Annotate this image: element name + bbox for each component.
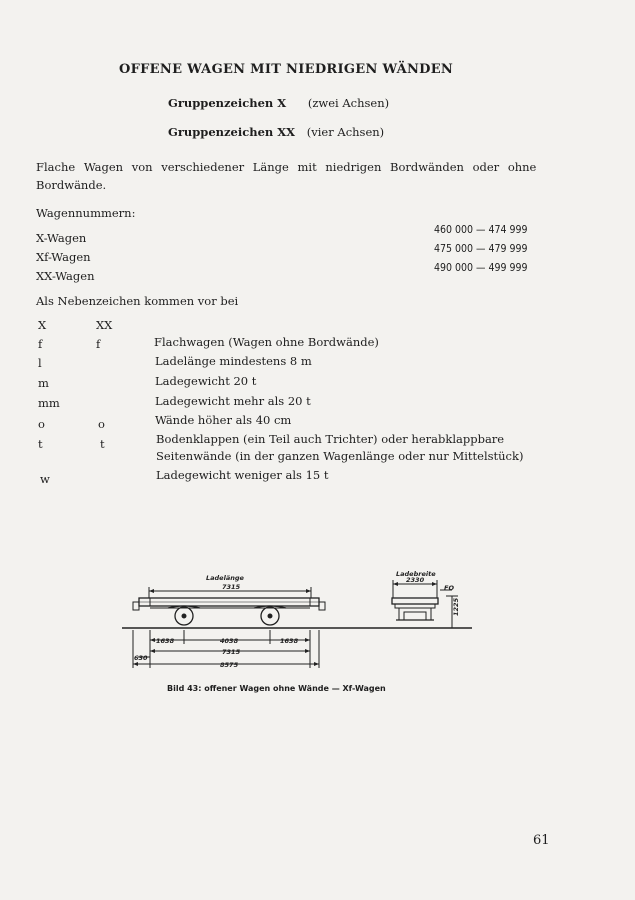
dim-e: 8575 bbox=[220, 661, 239, 669]
aux-desc-mm: Ladegewicht mehr als 20 t bbox=[155, 394, 311, 408]
dim-d: 7315 bbox=[222, 648, 241, 656]
aux-desc-t: Bodenklappen (ein Teil auch Trichter) oder herabklappbare bbox=[156, 432, 505, 446]
number-type-xx: XX-Wagen bbox=[36, 269, 95, 283]
dim-ladebreite: 2330 bbox=[406, 576, 425, 584]
aux-desc-w: Ladegewicht weniger als 15 t bbox=[156, 468, 329, 482]
dim-b: 4038 bbox=[220, 637, 239, 645]
dim-ladelaenge-label: Ladelänge bbox=[206, 574, 244, 582]
dim-height: 1225 bbox=[452, 597, 460, 616]
dim-a: 1638 bbox=[156, 637, 175, 645]
number-range-xx: 490 000 — 499 999 bbox=[434, 262, 528, 274]
aux-desc-f: Flachwagen (Wagen ohne Bordwände) bbox=[154, 335, 379, 349]
aux-xx-t: t bbox=[100, 437, 105, 451]
aux-xx-o: o bbox=[98, 417, 105, 431]
number-range-x: 460 000 — 474 999 bbox=[434, 224, 528, 236]
dim-ladelaenge: 7315 bbox=[222, 583, 241, 591]
number-type-x: X-Wagen bbox=[36, 231, 87, 245]
aux-x-t: t bbox=[38, 437, 43, 451]
dim-c: 1638 bbox=[280, 637, 299, 645]
aux-x-m: m bbox=[38, 376, 49, 390]
aux-x-l: l bbox=[38, 356, 42, 370]
aux-desc-o: Wände höher als 40 cm bbox=[155, 413, 292, 427]
dim-fo: FO bbox=[444, 584, 454, 592]
aux-heading: Als Nebenzeichen kommen vor bei bbox=[36, 294, 239, 308]
aux-header-xx: XX bbox=[96, 318, 113, 332]
aux-xx-f: f bbox=[96, 337, 101, 351]
numbers-heading: Wagennummern: bbox=[36, 206, 136, 220]
aux-x-w: w bbox=[40, 472, 50, 486]
number-type-xf: Xf-Wagen bbox=[36, 250, 91, 264]
intro-line-1: Flache Wagen von verschiedener Länge mit niedrigen Bordwänden oder ohne bbox=[36, 160, 537, 174]
page-title: OFFENE WAGEN MIT NIEDRIGEN WÄNDEN bbox=[119, 62, 454, 77]
aux-desc-l: Ladelänge mindestens 8 m bbox=[155, 354, 312, 368]
aux-x-o: o bbox=[38, 417, 45, 431]
aux-desc-m: Ladegewicht 20 t bbox=[155, 374, 257, 388]
dim-f: 630 bbox=[134, 654, 148, 662]
aux-x-f: f bbox=[38, 337, 43, 351]
intro-line-2: Bordwände. bbox=[36, 178, 107, 192]
buffer-left bbox=[133, 602, 139, 610]
group-x-label: Gruppenzeichen X bbox=[168, 96, 287, 110]
buffer-right bbox=[319, 602, 325, 610]
aux-desc-t-2: Seitenwände (in der ganzen Wagenlänge oder nur Mittelstück) bbox=[156, 449, 524, 463]
end-view-platform bbox=[392, 598, 438, 604]
group-xx-label: Gruppenzeichen XX bbox=[168, 125, 296, 139]
figure-caption: Bild 43: offener Wagen ohne Wände — Xf-Wagen bbox=[167, 684, 386, 693]
page-number: 61 bbox=[533, 833, 550, 848]
group-x-note: (zwei Achsen) bbox=[307, 96, 390, 110]
number-range-xf: 475 000 — 479 999 bbox=[434, 243, 528, 255]
group-xx-note: (vier Achsen) bbox=[306, 125, 385, 139]
aux-header-x: X bbox=[38, 318, 47, 332]
dim-ladebreite-label: Ladebreite bbox=[396, 570, 436, 578]
aux-x-mm: mm bbox=[38, 396, 60, 410]
